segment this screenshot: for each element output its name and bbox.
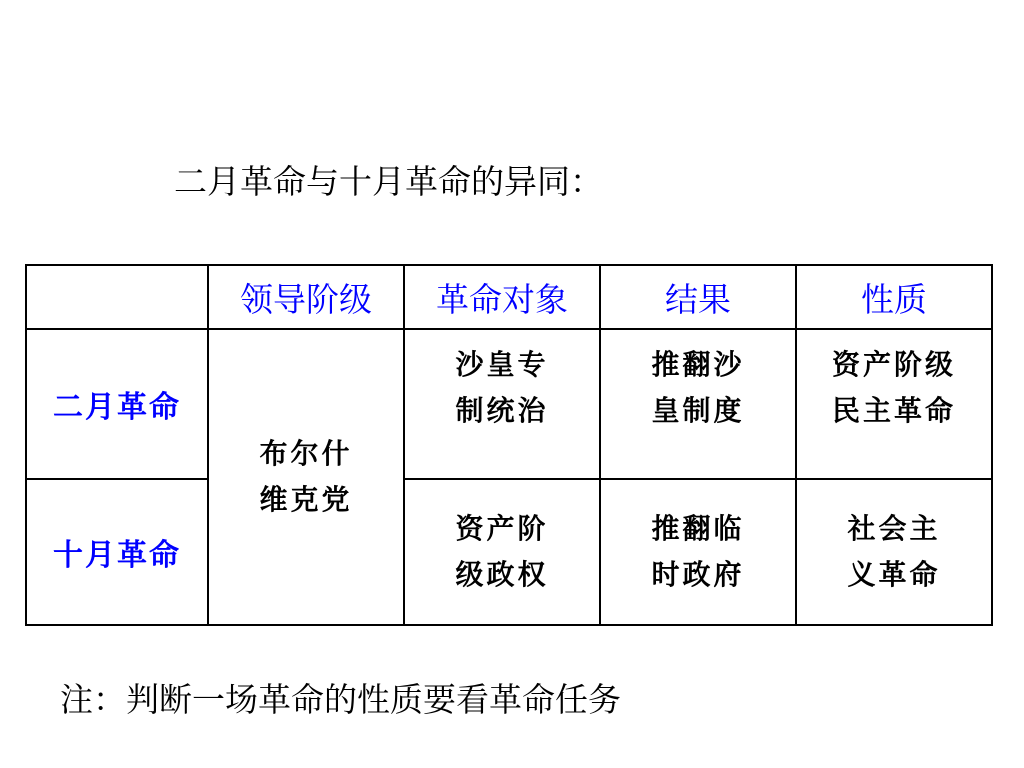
header-leader-class: 领导阶级 [208,265,404,329]
oct-result-cell [600,479,796,625]
footnote: 注：判断一场革命的性质要看革命任务 [60,680,621,719]
table-header-row [26,265,992,329]
row-label-october: 十月革命 [26,479,208,625]
feb-nature-line-1: 资产阶级 [831,348,956,381]
oct-target-line-1: 资产阶 [455,512,549,545]
feb-result-cell [600,329,796,479]
oct-nature-line-2: 义革命 [847,558,941,591]
leader-line-1: 布尔什 [259,437,353,470]
oct-result-line-2: 时政府 [651,558,745,591]
leader-line-2: 维克党 [259,483,353,516]
header-target: 革命对象 [404,265,600,329]
row-label-february: 二月革命 [26,329,208,479]
oct-nature-line-1: 社会主 [847,512,941,545]
feb-target-line-1: 沙皇专 [455,348,549,381]
table-row [26,329,992,479]
feb-result-line-1: 推翻沙 [651,348,745,381]
oct-nature-cell [796,479,992,625]
table-row [26,479,992,625]
header-nature: 性质 [796,265,992,329]
page-title: 二月革命与十月革命的异同： [174,162,603,201]
feb-nature-line-2: 民主革命 [831,394,956,427]
feb-target-cell [404,329,600,479]
oct-target-line-2: 级政权 [455,558,549,591]
oct-result-line-1: 推翻临 [651,512,745,545]
comparison-table [25,264,993,626]
feb-result-line-2: 皇制度 [651,394,745,427]
feb-target-line-2: 制统治 [455,394,549,427]
header-result: 结果 [600,265,796,329]
feb-nature-cell [796,329,992,479]
leader-merged-cell [208,329,404,625]
oct-target-cell [404,479,600,625]
header-empty-cell [26,265,208,329]
